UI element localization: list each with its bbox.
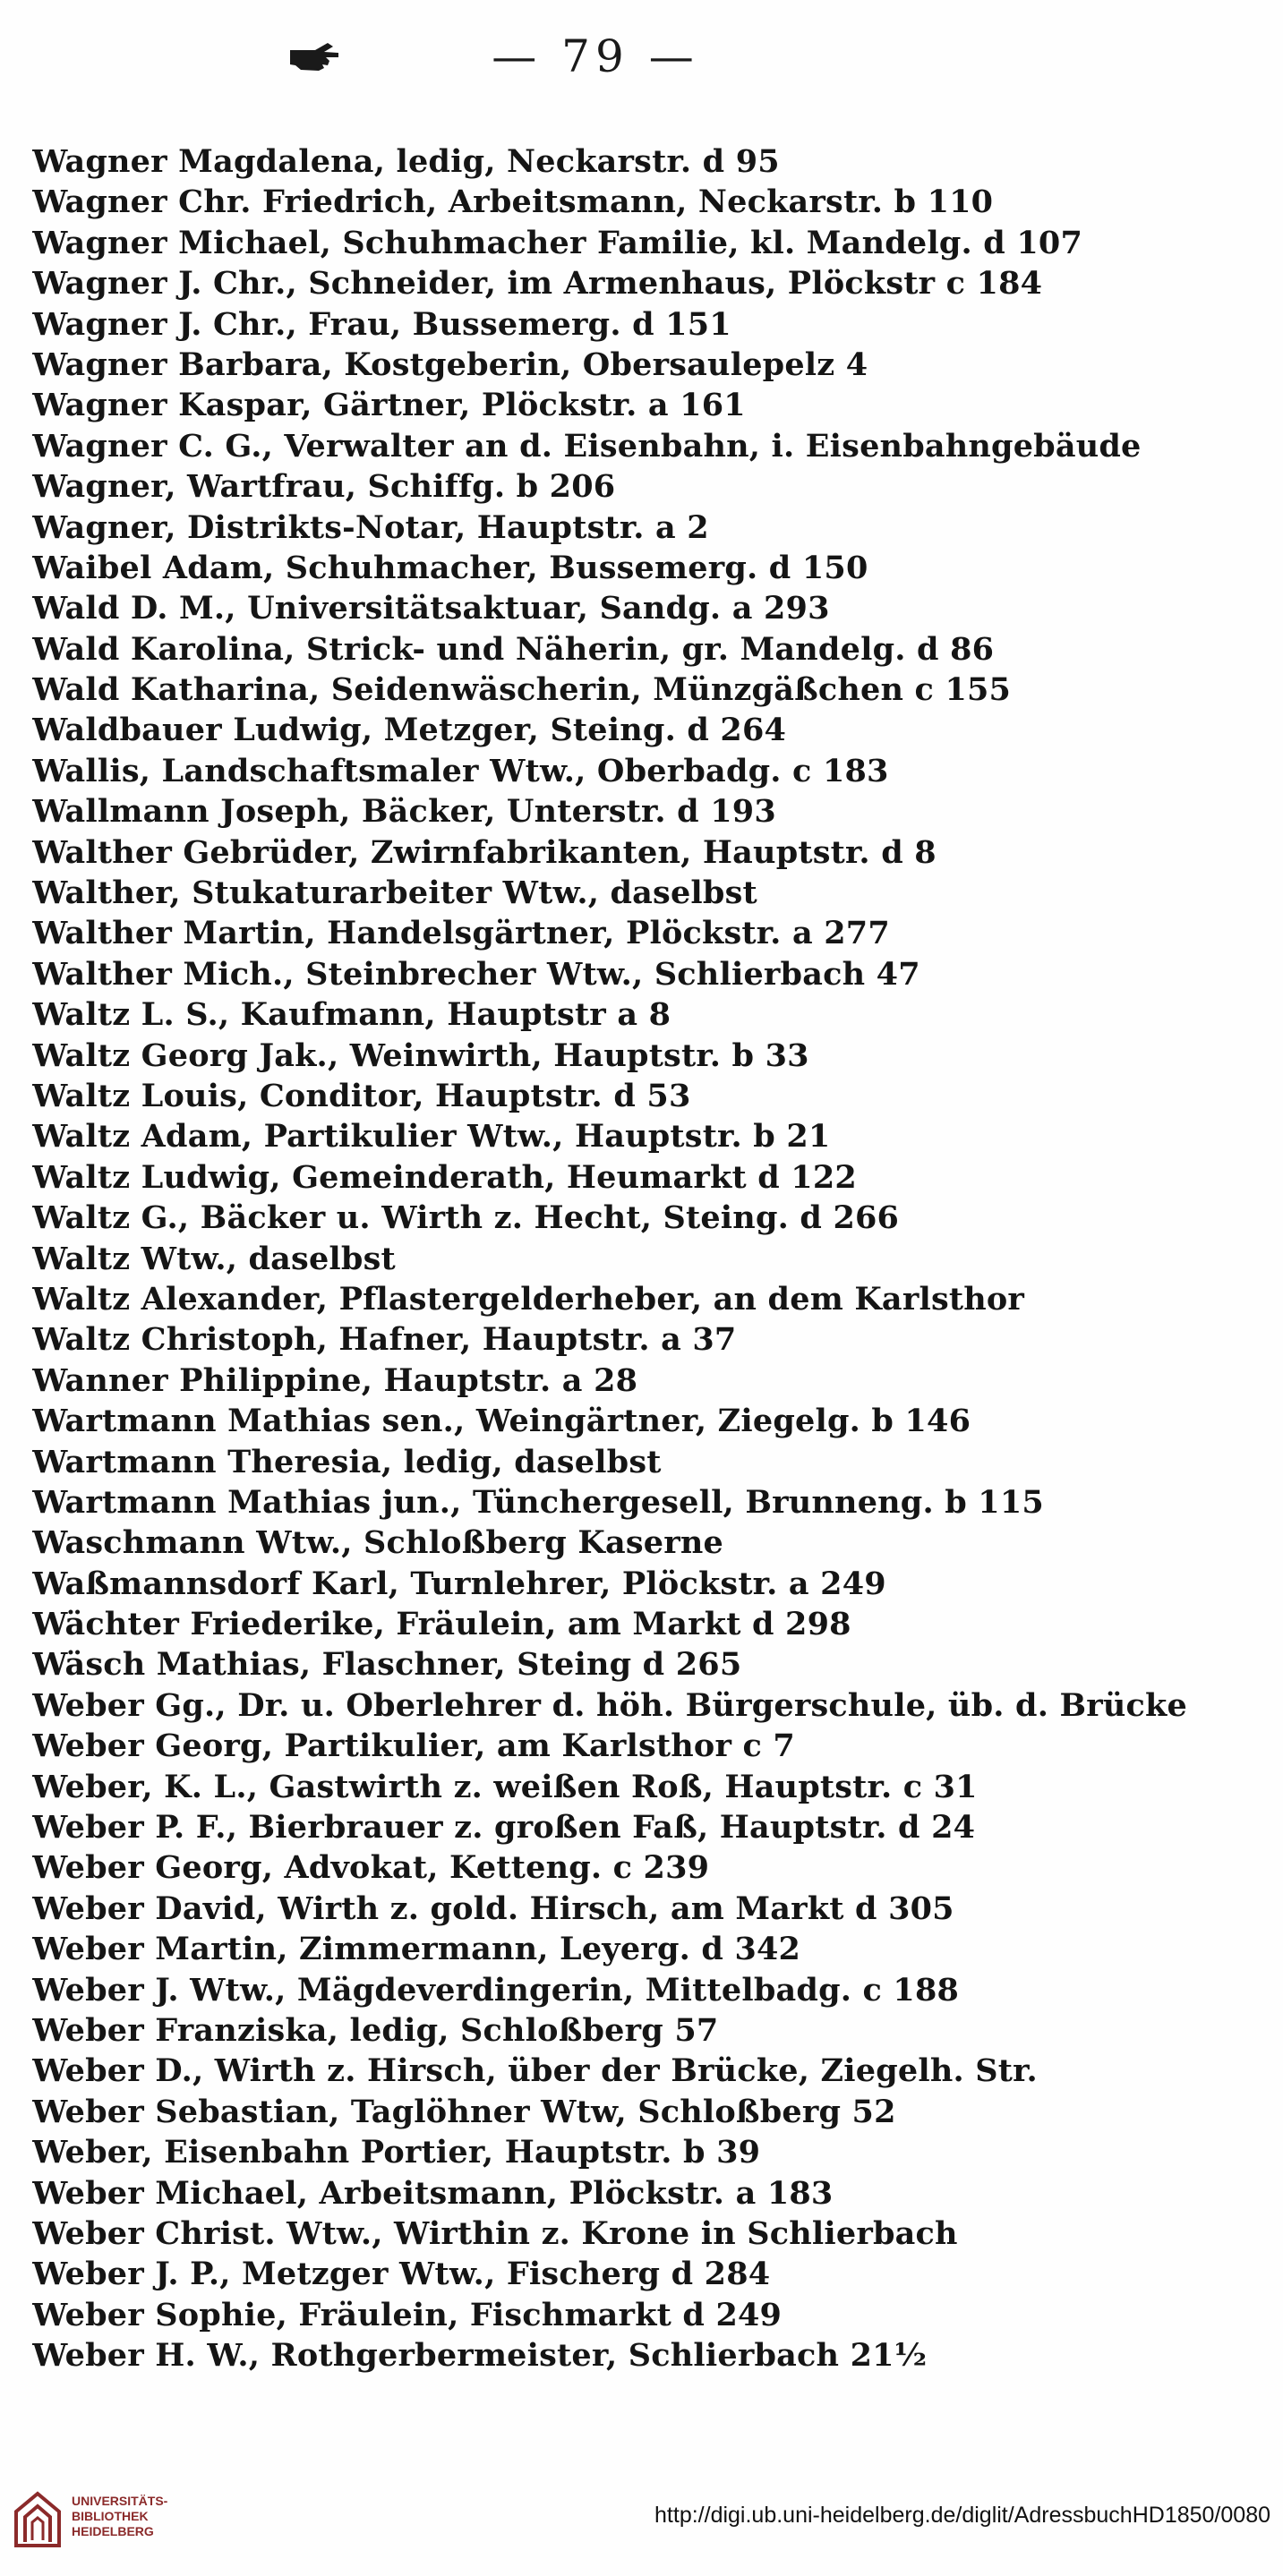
directory-entry: Weber Georg, Partikulier, am Karlsthor c 7 bbox=[32, 1727, 795, 1765]
directory-entry: Wartmann Theresia, ledig, daselbst bbox=[32, 1443, 662, 1480]
directory-entry: Wagner J. Chr., Schneider, im Armenhaus, Plöckstr c 184 bbox=[32, 265, 1043, 303]
directory-entry: Waltz L. S., Kaufmann, Hauptstr a 8 bbox=[32, 996, 671, 1034]
directory-entry: Weber P. F., Bierbrauer z. großen Faß, Hauptstr. d 24 bbox=[32, 1809, 976, 1847]
university-library-logo-icon bbox=[11, 2488, 64, 2551]
directory-entry: Weber Gg., Dr. u. Oberlehrer d. höh. Bürgerschule, üb. d. Brücke bbox=[32, 1686, 1187, 1724]
directory-entry: Walther Martin, Handelsgärtner, Plöckstr. a 277 bbox=[32, 915, 890, 952]
directory-entry: Weber Sebastian, Taglöhner Wtw, Schloßberg 52 bbox=[32, 2093, 896, 2130]
directory-entry: Walther Mich., Steinbrecher Wtw., Schlierbach 47 bbox=[32, 955, 920, 993]
directory-entry: Waltz Louis, Conditor, Hauptstr. d 53 bbox=[32, 1077, 691, 1114]
directory-entry: Wagner, Wartfrau, Schiffg. b 206 bbox=[32, 468, 616, 506]
directory-entry: Weber J. Wtw., Mägdeverdingerin, Mittelbadg. c 188 bbox=[32, 1971, 960, 2009]
library-name-line: BIBLIOTHEK bbox=[72, 2509, 149, 2523]
directory-entry: Wächter Friederike, Fräulein, am Markt d 298 bbox=[32, 1606, 851, 1643]
directory-entry: Weber H. W., Rothgerbermeister, Schlierbach 21½ bbox=[32, 2337, 928, 2375]
directory-entry: Wartmann Mathias jun., Tünchergesell, Brunneng. b 115 bbox=[32, 1483, 1044, 1521]
library-name bbox=[72, 2494, 167, 2539]
directory-entry: Weber Sophie, Fräulein, Fischmarkt d 249 bbox=[32, 2296, 783, 2333]
source-url-link[interactable]: http://digi.ub.uni-heidelberg.de/diglit/AdressbuchHD1850/0080 bbox=[654, 2503, 1270, 2528]
directory-entry: Waschmann Wtw., Schloßberg Kaserne bbox=[32, 1524, 723, 1562]
directory-entry: Waltz Georg Jak., Weinwirth, Hauptstr. b 33 bbox=[32, 1036, 809, 1074]
directory-entry: Wagner Michael, Schuhmacher Familie, kl. Mandelg. d 107 bbox=[32, 224, 1083, 261]
directory-entry: Wagner Magdalena, ledig, Neckarstr. d 95 bbox=[32, 143, 780, 180]
directory-entry: Weber, K. L., Gastwirth z. weißen Roß, Hauptstr. c 31 bbox=[32, 1768, 978, 1805]
directory-entry: Weber J. P., Metzger Wtw., Fischerg d 284 bbox=[32, 2256, 771, 2293]
directory-entry: Wagner J. Chr., Frau, Bussemerg. d 151 bbox=[32, 305, 731, 343]
directory-entry: Waßmannsdorf Karl, Turnlehrer, Plöckstr. a 249 bbox=[32, 1565, 886, 1602]
directory-entry: Weber Christ. Wtw., Wirthin z. Krone in Schlierbach bbox=[32, 2214, 958, 2252]
directory-entry: Walther Gebrüder, Zwirnfabrikanten, Hauptstr. d 8 bbox=[32, 833, 937, 871]
directory-entry: Weber Michael, Arbeitsmann, Plöckstr. a 183 bbox=[32, 2174, 834, 2212]
directory-entry: Waltz Adam, Partikulier Wtw., Hauptstr. b 21 bbox=[32, 1118, 831, 1156]
directory-entry: Weber, Eisenbahn Portier, Hauptstr. b 39 bbox=[32, 2134, 761, 2171]
directory-entry: Waltz Christoph, Hafner, Hauptstr. a 37 bbox=[32, 1321, 737, 1359]
directory-entry: Wald Katharina, Seidenwäscherin, Münzgäßchen c 155 bbox=[32, 671, 1012, 709]
directory-entry: Wagner Kaspar, Gärtner, Plöckstr. a 161 bbox=[32, 387, 746, 424]
directory-entries bbox=[32, 141, 1259, 2376]
directory-entry: Waltz Wtw., daselbst bbox=[32, 1240, 396, 1277]
page-header bbox=[0, 27, 1283, 98]
directory-entry: Wagner Barbara, Kostgeberin, Obersaulepelz 4 bbox=[32, 345, 868, 383]
directory-entry: Wartmann Mathias sen., Weingärtner, Ziegelg. b 146 bbox=[32, 1403, 971, 1440]
directory-entry: Weber Georg, Advokat, Ketteng. c 239 bbox=[32, 1849, 710, 1887]
directory-entry: Weber Franziska, ledig, Schloßberg 57 bbox=[32, 2011, 719, 2049]
directory-entry: Wäsch Mathias, Flaschner, Steing d 265 bbox=[32, 1646, 742, 1684]
directory-entry: Wagner C. G., Verwalter an d. Eisenbahn, i. Eisenbahngebäude bbox=[32, 427, 1142, 465]
directory-entry: Weber David, Wirth z. gold. Hirsch, am Markt d 305 bbox=[32, 1889, 954, 1927]
library-name-line: HEIDELBERG bbox=[72, 2524, 154, 2538]
library-name-line: UNIVERSITÄTS- bbox=[72, 2494, 168, 2508]
page-footer bbox=[0, 2470, 1283, 2576]
directory-entry: Wald Karolina, Strick- und Näherin, gr. Mandelg. d 86 bbox=[32, 630, 995, 668]
directory-entry: Wald D. M., Universitätsaktuar, Sandg. a 293 bbox=[32, 590, 830, 627]
directory-entry: Waltz Ludwig, Gemeinderath, Heumarkt d 122 bbox=[32, 1158, 857, 1196]
directory-entry: Weber Martin, Zimmermann, Leyerg. d 342 bbox=[32, 1931, 801, 1968]
directory-entry: Wallis, Landschaftsmaler Wtw., Oberbadg. c 183 bbox=[32, 752, 889, 789]
directory-entry: Wagner, Distrikts-Notar, Hauptstr. a 2 bbox=[32, 508, 709, 546]
directory-entry: Waibel Adam, Schuhmacher, Bussemerg. d 150 bbox=[32, 549, 868, 586]
page-number: — 79 — bbox=[492, 30, 699, 82]
directory-entry: Waltz G., Bäcker u. Wirth z. Hecht, Steing. d 266 bbox=[32, 1199, 900, 1237]
directory-entry: Walther, Stukaturarbeiter Wtw., daselbst bbox=[32, 874, 757, 912]
directory-entry: Wagner Chr. Friedrich, Arbeitsmann, Neckarstr. b 110 bbox=[32, 183, 994, 221]
directory-entry: Weber D., Wirth z. Hirsch, über der Brücke, Ziegelh. Str. bbox=[32, 2052, 1038, 2090]
directory-entry: Waltz Alexander, Pflastergelderheber, an dem Karlsthor bbox=[32, 1280, 1025, 1318]
directory-entry: Wanner Philippine, Hauptstr. a 28 bbox=[32, 1361, 638, 1399]
directory-entry: Waldbauer Ludwig, Metzger, Steing. d 264 bbox=[32, 712, 787, 749]
pointing-hand-icon bbox=[288, 38, 340, 73]
directory-entry: Wallmann Joseph, Bäcker, Unterstr. d 193 bbox=[32, 793, 776, 831]
